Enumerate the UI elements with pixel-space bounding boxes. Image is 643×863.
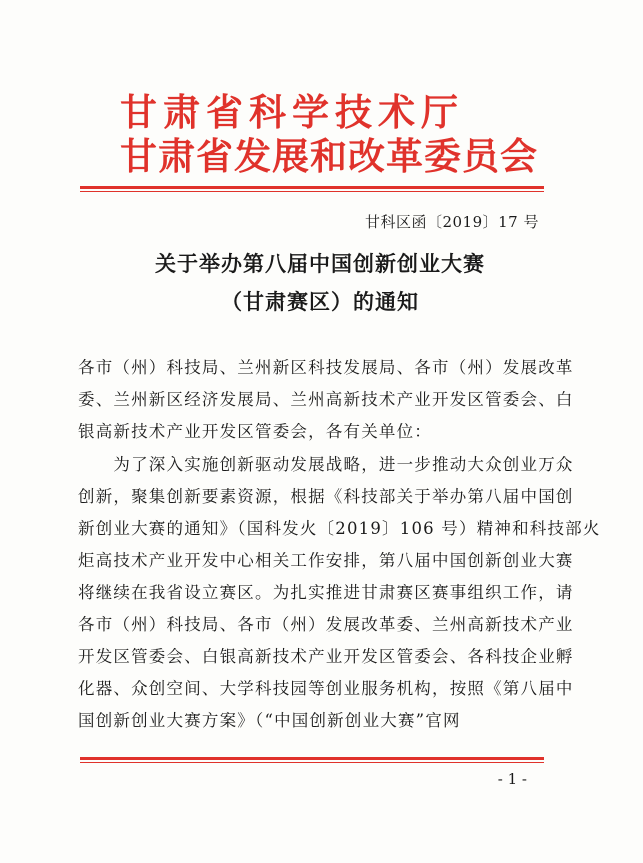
body-line: 开发区管委会、白银高新技术产业开发区管委会、各科技企业孵 (78, 647, 574, 666)
footer-red-rule-thin (80, 762, 544, 763)
body-paragraph (78, 449, 601, 737)
addressee-block (78, 352, 574, 448)
body-line: 创新，聚集创新要素资源，根据《科技部关于举办第八届中国创 (78, 487, 574, 506)
document-number: 甘科区函〔2019〕17 号 (364, 213, 539, 231)
issuing-org-1: 甘肃省科学技术厅 (120, 90, 464, 134)
body-line: 新创业大赛的通知》（国科发火〔2019〕106 号）精神和科技部火 (78, 519, 601, 538)
header-red-rule (80, 186, 544, 189)
body-line: 各市（州）科技局、各市（州）发展改革委、兰州高新技术产业 (78, 615, 574, 634)
header-red-rule-thin (80, 191, 544, 192)
body-line: 炬高技术产业开发中心相关工作安排，第八届中国创新创业大赛 (78, 551, 574, 570)
issuing-org-2: 甘肃省发展和改革委员会 (120, 134, 538, 178)
addressee-line: 委、兰州新区经济发展局、兰州高新技术产业开发区管委会、白 (78, 390, 574, 409)
page-number: - 1 - (497, 770, 527, 788)
body-line: 为了深入实施创新驱动发展战略，进一步推动大众创业万众 (78, 455, 574, 474)
document-title-line-1: 关于举办第八届中国创新创业大赛 (155, 251, 485, 276)
addressee-line: 银高新技术产业开发区管委会，各有关单位： (78, 422, 432, 441)
body-line: 国创新创业大赛方案》（“中国创新创业大赛”官网 (78, 711, 461, 730)
addressee-line: 各市（州）科技局、兰州新区科技发展局、各市（州）发展改革 (78, 358, 574, 377)
document-title-line-2: （甘肃赛区）的通知 (221, 289, 419, 314)
body-line: 将继续在我省设立赛区。为扎实推进甘肃赛区赛事组织工作，请 (78, 583, 574, 602)
footer-red-rule (80, 757, 544, 760)
body-line: 化器、众创空间、大学科技园等创业服务机构，按照《第八届中 (78, 679, 574, 698)
